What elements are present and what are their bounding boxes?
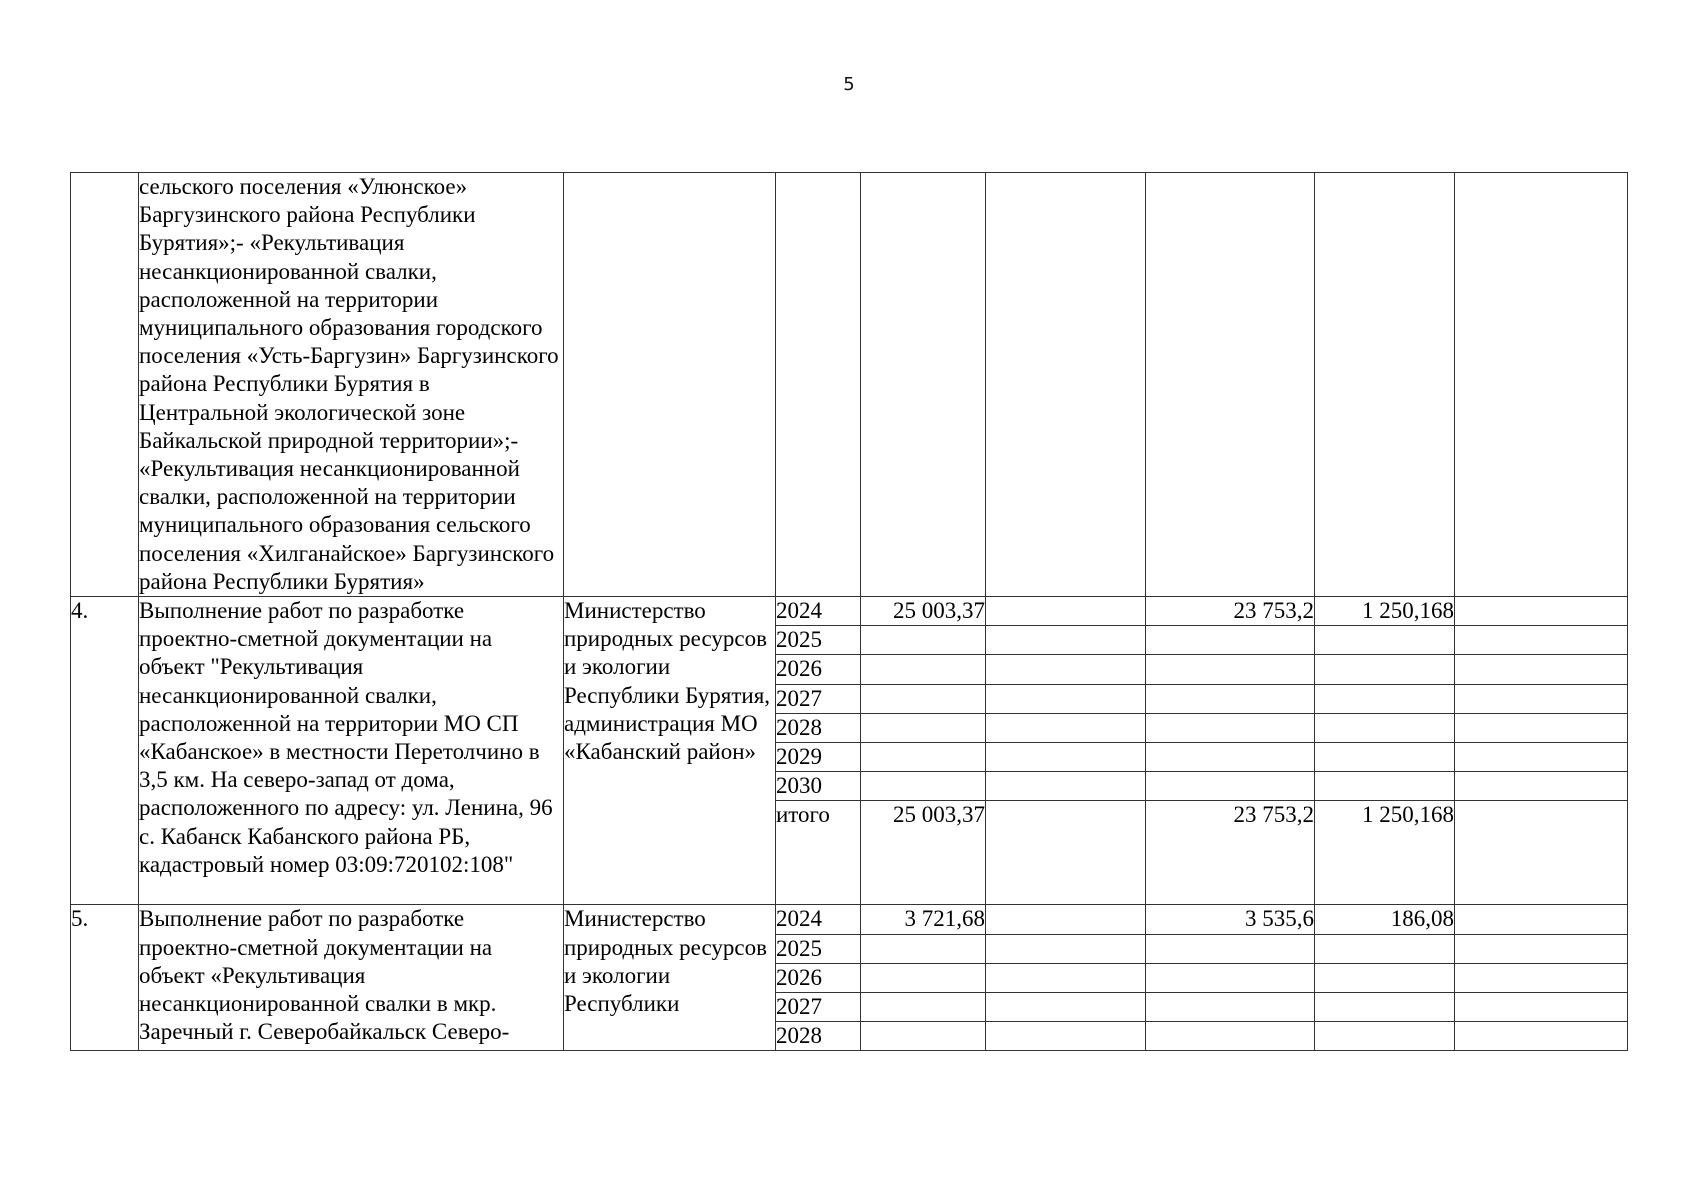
col-d-cell — [1315, 684, 1455, 713]
total-cell — [861, 743, 986, 772]
year-cell: 2025 — [776, 626, 861, 655]
col-e-cell — [1455, 934, 1628, 963]
col-e-cell — [1455, 597, 1628, 626]
col-b-cell — [986, 905, 1146, 934]
total-cell — [861, 713, 986, 742]
col-e-cell — [1455, 655, 1628, 684]
col-e-cell — [1455, 743, 1628, 772]
year-cell: 2030 — [776, 772, 861, 801]
page-number: 5 — [843, 74, 855, 95]
total-cell — [861, 1022, 986, 1051]
col-c-cell — [1146, 684, 1315, 713]
program-table — [70, 172, 1628, 1051]
total-cell — [861, 684, 986, 713]
col-c-cell — [1146, 1022, 1315, 1051]
col-d-cell — [1315, 655, 1455, 684]
total-cell: 25 003,37 — [861, 801, 986, 905]
total-cell — [861, 626, 986, 655]
continuation-col-c-cell — [1146, 173, 1315, 597]
col-e-cell — [1455, 1022, 1628, 1051]
item-number: 4. — [71, 597, 139, 905]
total-cell — [861, 655, 986, 684]
total-cell — [861, 963, 986, 992]
col-b-cell — [986, 713, 1146, 742]
col-d-cell — [1315, 772, 1455, 801]
col-c-cell — [1146, 993, 1315, 1022]
col-d-cell: 1 250,168 — [1315, 597, 1455, 626]
continuation-col-b-cell — [986, 173, 1146, 597]
year-cell: 2028 — [776, 713, 861, 742]
col-c-cell: 23 753,2 — [1146, 597, 1315, 626]
continuation-col-d-cell — [1315, 173, 1455, 597]
year-cell: 2027 — [776, 993, 861, 1022]
col-d-cell — [1315, 934, 1455, 963]
col-b-cell — [986, 1022, 1146, 1051]
col-d-cell — [1315, 993, 1455, 1022]
col-b-cell — [986, 684, 1146, 713]
col-d-cell — [1315, 626, 1455, 655]
col-e-cell — [1455, 993, 1628, 1022]
year-cell: 2024 — [776, 905, 861, 934]
col-b-cell — [986, 934, 1146, 963]
year-cell: 2028 — [776, 1022, 861, 1051]
col-b-cell — [986, 626, 1146, 655]
col-e-cell — [1455, 801, 1628, 905]
col-c-cell: 3 535,6 — [1146, 905, 1315, 934]
year-cell: 2024 — [776, 597, 861, 626]
col-d-cell: 1 250,168 — [1315, 801, 1455, 905]
item-number: 5. — [71, 905, 139, 1051]
total-cell — [861, 934, 986, 963]
item-executor: Министерство природных ресурсов и экологии Республики — [564, 905, 776, 1051]
col-e-cell — [1455, 684, 1628, 713]
col-e-cell — [1455, 772, 1628, 801]
col-c-cell — [1146, 626, 1315, 655]
total-cell — [861, 772, 986, 801]
col-c-cell — [1146, 743, 1315, 772]
table-row — [71, 597, 1628, 626]
col-c-cell — [1146, 713, 1315, 742]
col-d-cell — [1315, 963, 1455, 992]
col-c-cell — [1146, 772, 1315, 801]
col-d-cell: 186,08 — [1315, 905, 1455, 934]
col-d-cell — [1315, 713, 1455, 742]
col-c-cell — [1146, 655, 1315, 684]
continuation-executor-cell — [564, 173, 776, 597]
continuation-number-cell — [71, 173, 139, 597]
col-b-cell — [986, 801, 1146, 905]
col-c-cell — [1146, 963, 1315, 992]
year-cell: 2025 — [776, 934, 861, 963]
item-executor: Министерство природных ресурсов и экологии Республики Бурятия, администрация МО «Кабанский район» — [564, 597, 776, 905]
continuation-row — [71, 173, 1628, 597]
continuation-description: сельского поселения «Улюнское» Баргузинского района Республики Бурятия»;- «Рекультивация несанкционированной свалки, расположенной на территории муниципального образования городского поселения «Усть-Баргузин» Баргузинского района Республики Бурятия в Центральной экологической зоне Байкальской природной территории»;- «Рекультивация несанкционированной свалки, расположенной на территории муниципального образования сельского поселения «Хилганайское» Баргузинского района Республики Бурятия» — [139, 173, 564, 597]
total-cell — [861, 993, 986, 1022]
year-cell: 2027 — [776, 684, 861, 713]
continuation-total-cell — [861, 173, 986, 597]
col-c-cell: 23 753,2 — [1146, 801, 1315, 905]
col-e-cell — [1455, 626, 1628, 655]
continuation-col-e-cell — [1455, 173, 1628, 597]
total-cell: 25 003,37 — [861, 597, 986, 626]
col-e-cell — [1455, 713, 1628, 742]
table-row — [71, 905, 1628, 934]
year-cell: 2026 — [776, 655, 861, 684]
item-description: Выполнение работ по разработке проектно-сметной документации на объект "Рекультивация несанкционированной свалки, расположенной на территории МО СП «Кабанское» в местности Перетолчино в 3,5 км. На северо-запад от дома, расположенного по адресу: ул. Ленина, 96 с. Кабанск Кабанского района РБ, кадастровый номер 03:09:720102:108" — [139, 597, 564, 905]
total-cell: 3 721,68 — [861, 905, 986, 934]
col-b-cell — [986, 772, 1146, 801]
year-cell: 2029 — [776, 743, 861, 772]
col-c-cell — [1146, 934, 1315, 963]
item-description: Выполнение работ по разработке проектно-сметной документации на объект «Рекультивация несанкционированной свалки в мкр. Заречный г. Северобайкальск Северо- — [139, 905, 564, 1051]
col-d-cell — [1315, 743, 1455, 772]
year-cell: 2026 — [776, 963, 861, 992]
col-e-cell — [1455, 963, 1628, 992]
col-b-cell — [986, 743, 1146, 772]
col-b-cell — [986, 963, 1146, 992]
continuation-year-cell — [776, 173, 861, 597]
col-e-cell — [1455, 905, 1628, 934]
year-cell: итого — [776, 801, 861, 905]
col-b-cell — [986, 655, 1146, 684]
col-d-cell — [1315, 1022, 1455, 1051]
col-b-cell — [986, 597, 1146, 626]
col-b-cell — [986, 993, 1146, 1022]
